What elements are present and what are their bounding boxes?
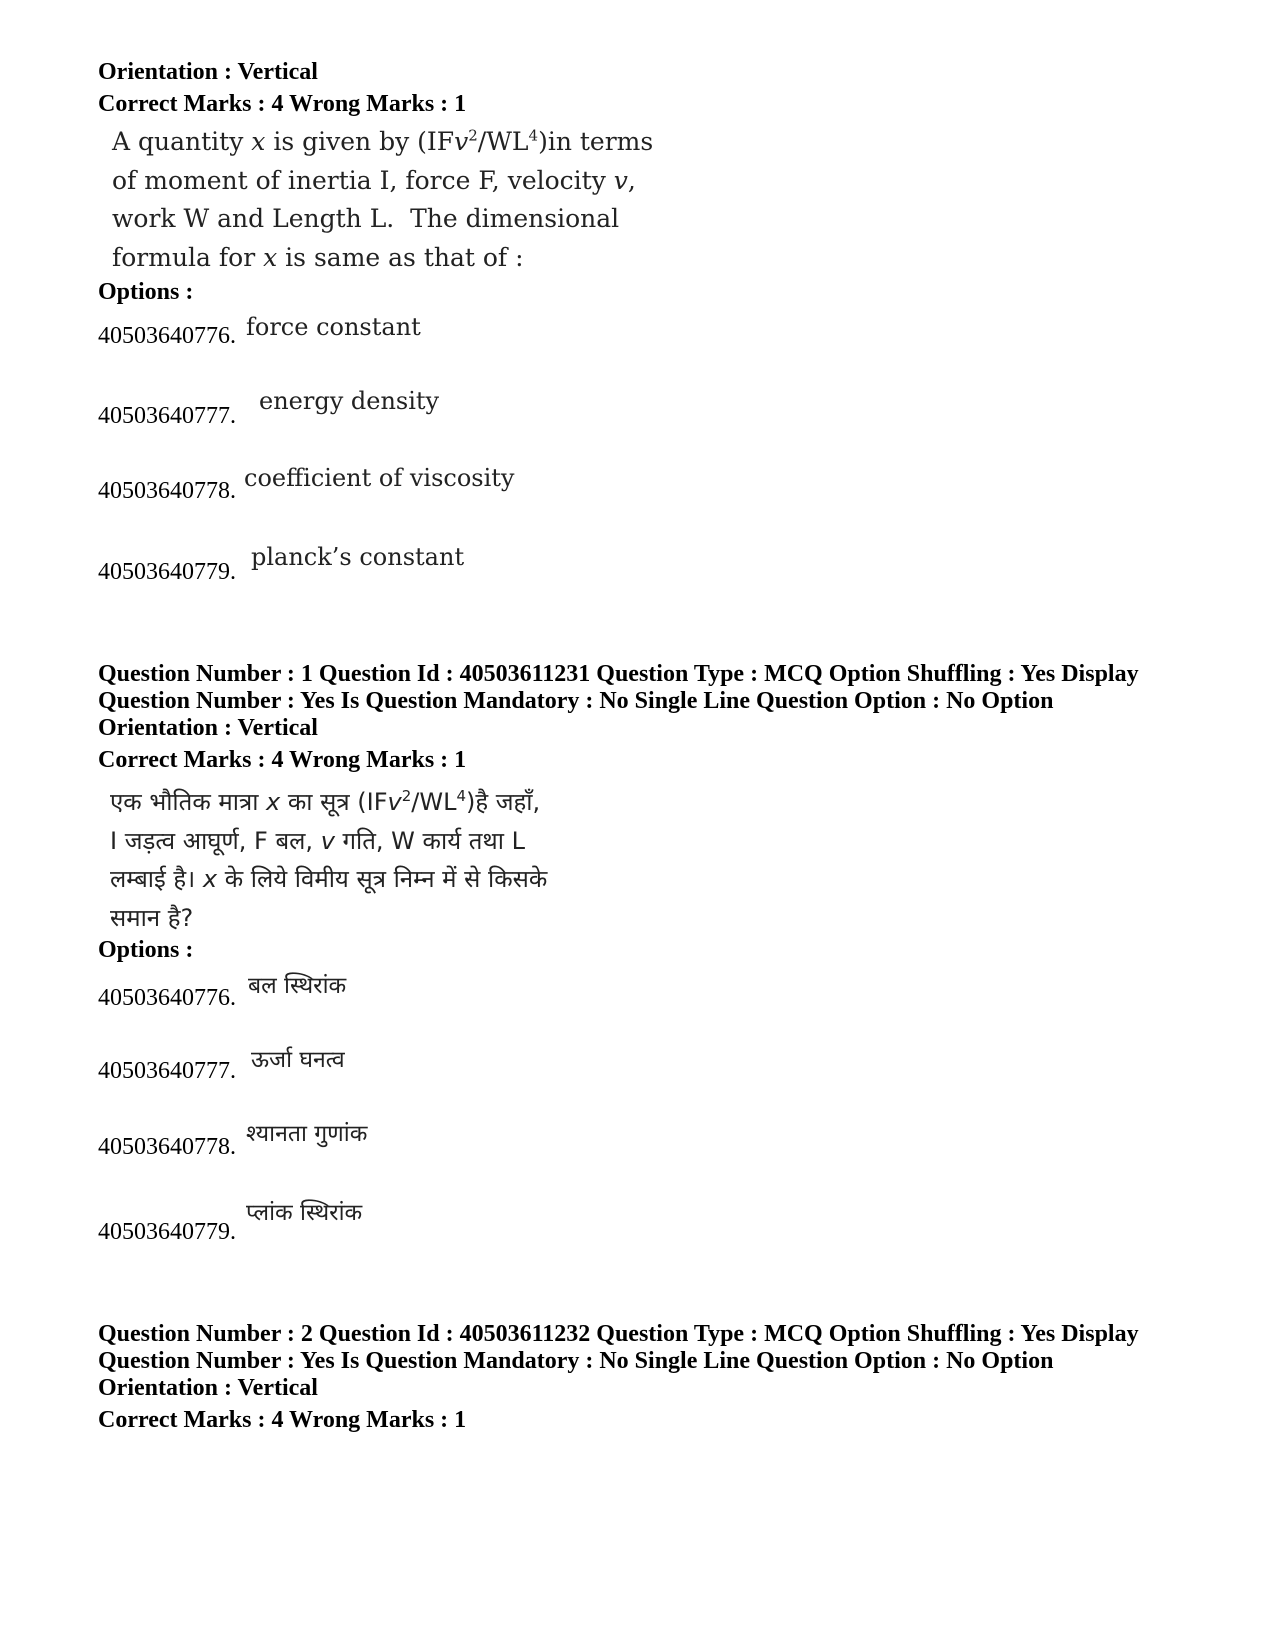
orientation-line: Orientation : Vertical: [98, 715, 318, 741]
option-text[interactable]: ऊर्जा घनत्व: [251, 1047, 345, 1073]
question-line: formula for x is same as that of :: [112, 242, 524, 272]
orientation-line: Orientation : Vertical: [98, 1375, 318, 1401]
option-text[interactable]: force constant: [246, 313, 421, 341]
question-line: of moment of inertia I, force F, velocity v,: [112, 165, 636, 195]
option-text[interactable]: श्यानता गुणांक: [246, 1121, 368, 1147]
question-line: A quantity x is given by $(IFv^2/WL^4)in$ terms: [112, 126, 654, 156]
option-id: 40503640778.: [98, 478, 236, 504]
option-text[interactable]: प्लांक स्थिरांक: [246, 1200, 363, 1226]
orientation-line: Orientation : Vertical: [98, 59, 318, 85]
marks-line: Correct Marks : 4 Wrong Marks : 1: [98, 747, 467, 773]
option-id: 40503640776.: [98, 323, 236, 349]
question-header-line: Question Number : Yes Is Question Mandatory : No Single Line Question Option : No Option: [98, 688, 1054, 714]
question-text-image: [110, 783, 547, 937]
option-text[interactable]: coefficient of viscosity: [244, 464, 515, 492]
option-id: 40503640779.: [98, 1219, 236, 1245]
option-id: 40503640777.: [98, 403, 236, 429]
question-header-line: Question Number : 1 Question Id : 40503611231 Question Type : MCQ Option Shuffling : Yes Display: [98, 661, 1139, 687]
options-label: Options :: [98, 937, 194, 963]
option-id: 40503640778.: [98, 1134, 236, 1160]
option-id: 40503640776.: [98, 985, 236, 1011]
question-line: एक भौतिक मात्रा x का सूत्र $(IFv^2/WL^4)है$ जहाँ,: [110, 787, 541, 816]
question-line: लम्बाई है। x के लिये विमीय सूत्र निम्न में से किसके: [110, 865, 548, 893]
option-text[interactable]: energy density: [259, 387, 440, 415]
question-line: I जड़त्व आघूर्ण, F बल, v गति, W कार्य तथा L: [110, 826, 525, 855]
options-label: Options :: [98, 279, 194, 305]
question-header-line: Question Number : 2 Question Id : 40503611232 Question Type : MCQ Option Shuffling : Yes Display: [98, 1321, 1139, 1347]
option-id: 40503640779.: [98, 559, 236, 585]
question-text-image: [112, 123, 653, 277]
option-text[interactable]: बल स्थिरांक: [248, 973, 347, 999]
question-line: समान है?: [110, 903, 194, 932]
option-text[interactable]: planck’s constant: [251, 543, 465, 571]
question-header-line: Question Number : Yes Is Question Mandatory : No Single Line Question Option : No Option: [98, 1348, 1054, 1374]
marks-line: Correct Marks : 4 Wrong Marks : 1: [98, 91, 467, 117]
option-id: 40503640777.: [98, 1058, 236, 1084]
question-line: work W and Length L. The dimensional: [112, 204, 620, 233]
marks-line: Correct Marks : 4 Wrong Marks : 1: [98, 1407, 467, 1433]
